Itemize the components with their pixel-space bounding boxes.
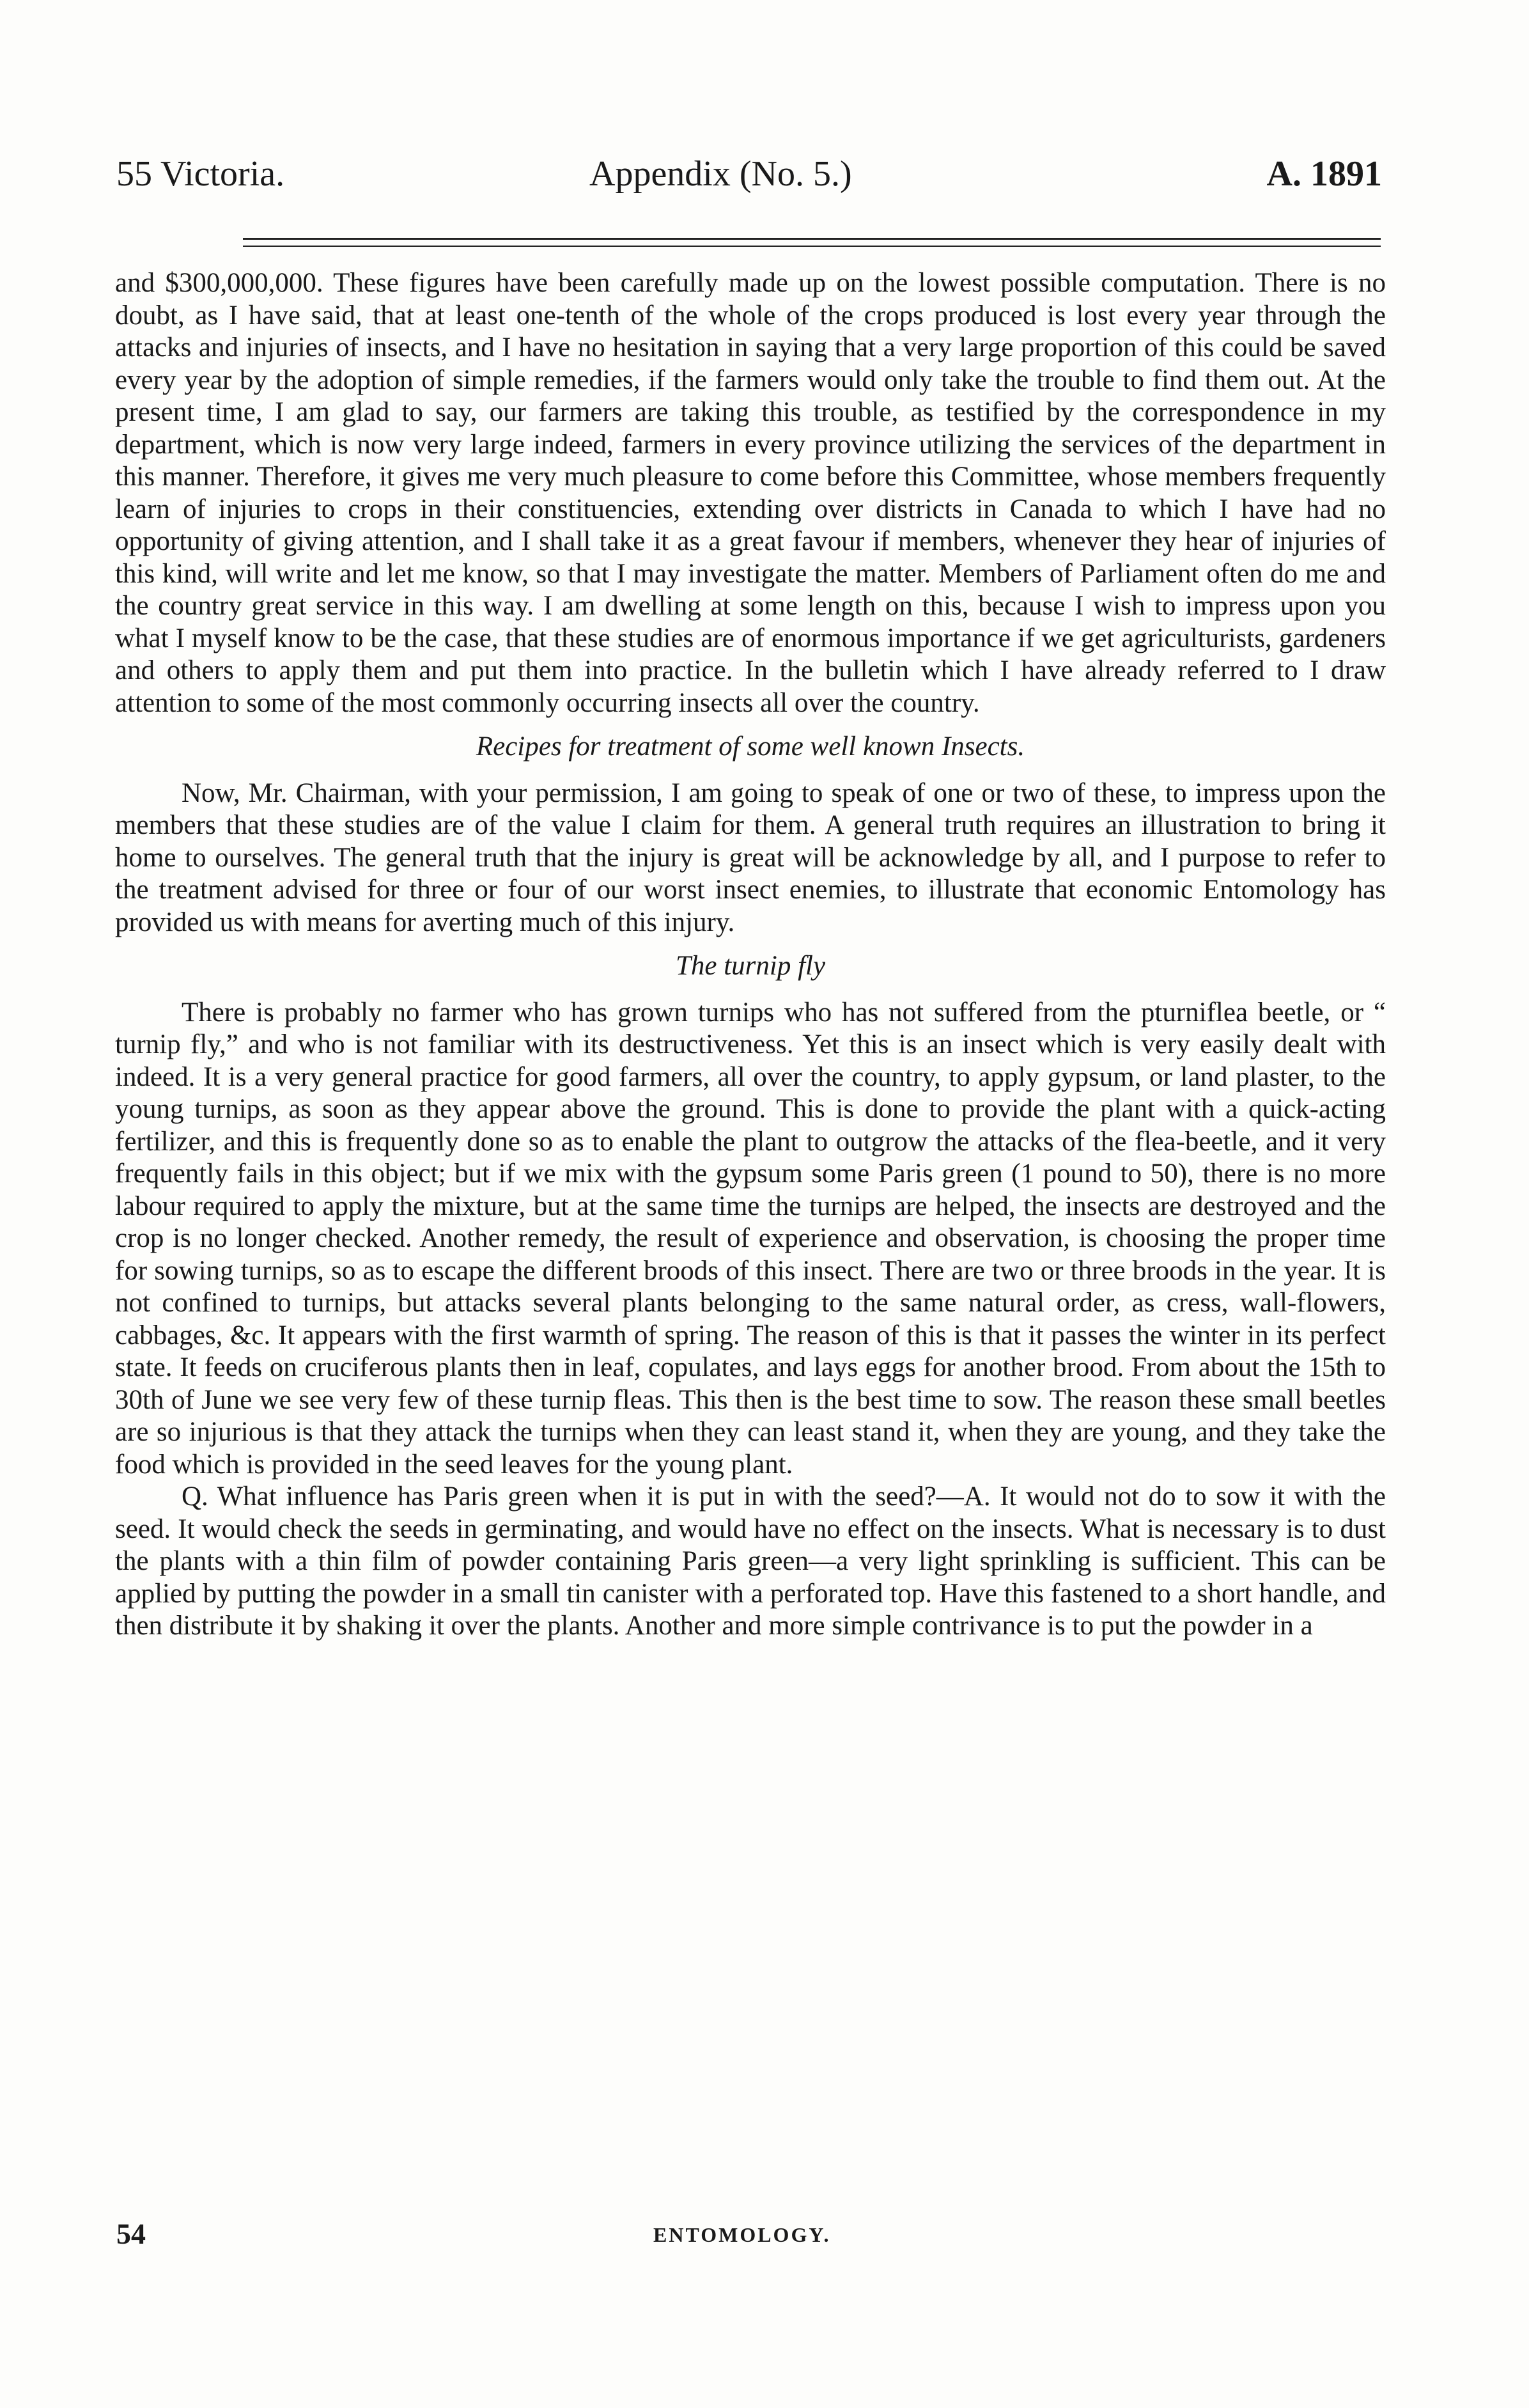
footer-title: ENTOMOLOGY. <box>653 2223 831 2246</box>
header-appendix: Appendix (No. 5.) <box>589 154 852 194</box>
body-text <box>115 267 1386 1643</box>
page-footer <box>116 2217 1382 2255</box>
header-rule-bottom <box>243 246 1381 247</box>
header-session: 55 Victoria. <box>116 154 285 194</box>
header-rule-top <box>243 238 1381 240</box>
paragraph-crop-losses: and $300,000,000. These figures have been carefully made up on the lowest possible computation. There is no doubt, as I have said, that at least one-tenth of the whole of the crops produced is lost every year through the attacks and injuries of insects, and I have no hesitation in saying that a very large proportion of this could be saved every year by the adoption of simple remedies, if the farmers would only take the trouble to find them out. At the present time, I am glad to say, our farmers are taking this trouble, as testified by the correspondence in my department, which is now very large indeed, farmers in every province utilizing the services of the department in this manner. Therefore, it gives me very much pleasure to come before this Committee, whose members frequently learn of injuries to crops in their constituencies, extending over districts in Canada to which I have had no opportunity of giving attention, and I shall take it as a great favour if members, whenever they hear of injuries of this kind, will write and let me know, so that I may investigate the matter. Members of Parliament often do me and the country great service in this way. I am dwelling at some length on this, because I wish to impress upon you what I myself know to be the case, that these studies are of enormous importance if we get agriculturists, gardeners and others to apply them and put them into practice. In the bulletin which I have already referred to I draw attention to some of the most commonly occurring insects all over the country. <box>115 268 1386 718</box>
paragraph-illustration: Now, Mr. Chairman, with your permission, I am going to speak of one or two of these, to impress upon the members that these studies are of the value I claim for them. A general truth requires an illustration to bring it home to ourselves. The general truth that the injury is great will be acknowledge by all, and I purpose to refer to the treatment advised for three or four of our worst insect enemies, to illustrate that economic Entomology has provided us with means for averting much of this injury. <box>115 778 1386 937</box>
header-year: A. 1891 <box>1266 154 1382 194</box>
paragraph-turnip-fly: There is probably no farmer who has grown turnips who has not suffered from the pturniflea beetle, or “ turnip fly,” and who is not familiar with its destructiveness. Yet this is an insect which is very easily dealt with indeed. It is a very general practice for good farmers, all over the country, to apply gypsum, or land plaster, to the young turnips, as soon as they appear above the ground. This is done to provide the plant with a quick-acting fertilizer, and this is frequently done so as to enable the plant to outgrow the attacks of the flea-beetle, and it very frequently fails in this object; but if we mix with the gypsum some Paris green (1 pound to 50), there is no more labour required to apply the mixture, but at the same time the turnips are helped, the insects are destroyed and the crop is no longer checked. Another remedy, the result of experience and observation, is choosing the proper time for sowing turnips, so as to escape the different broods of this insect. There are two or three broods in the year. It is not confined to turnips, but attacks several plants belonging to the same natural order, as cress, wall-flowers, cabbages, &c. It appears with the first warmth of spring. The reason of this is that it passes the winter in its perfect state. It feeds on cruciferous plants then in leaf, copulates, and lays eggs for another brood. From about the 15th to 30th of June we see very few of these turnip fleas. This then is the best time to sow. The reason these small beetles are so injurious is that they attack the turnips when they can least stand it, when they are young, and they take the food which is provided in the seed leaves for the young plant. <box>115 997 1386 1480</box>
page-number: 54 <box>116 2217 146 2250</box>
section-heading-turnip-fly: The turnip fly <box>675 951 826 981</box>
running-header <box>116 148 1382 199</box>
section-heading-recipes: Recipes for treatment of some well known Insects. <box>476 731 1025 762</box>
paragraph-question-paris-green: Q. What influence has Paris green when it is put in with the seed?—A. It would not do to sow it with the seed. It would check the seeds in germinating, and would have no effect on the insects. What is necessary is to dust the plants with a thin film of powder containing Paris green—a very light sprinkling is sufficient. This can be applied by putting the powder in a small tin canister with a perforated top. Have this fastened to a short handle, and then distribute it by shaking it over the plants. Another and more simple contrivance is to put the powder in a <box>115 1482 1386 1641</box>
